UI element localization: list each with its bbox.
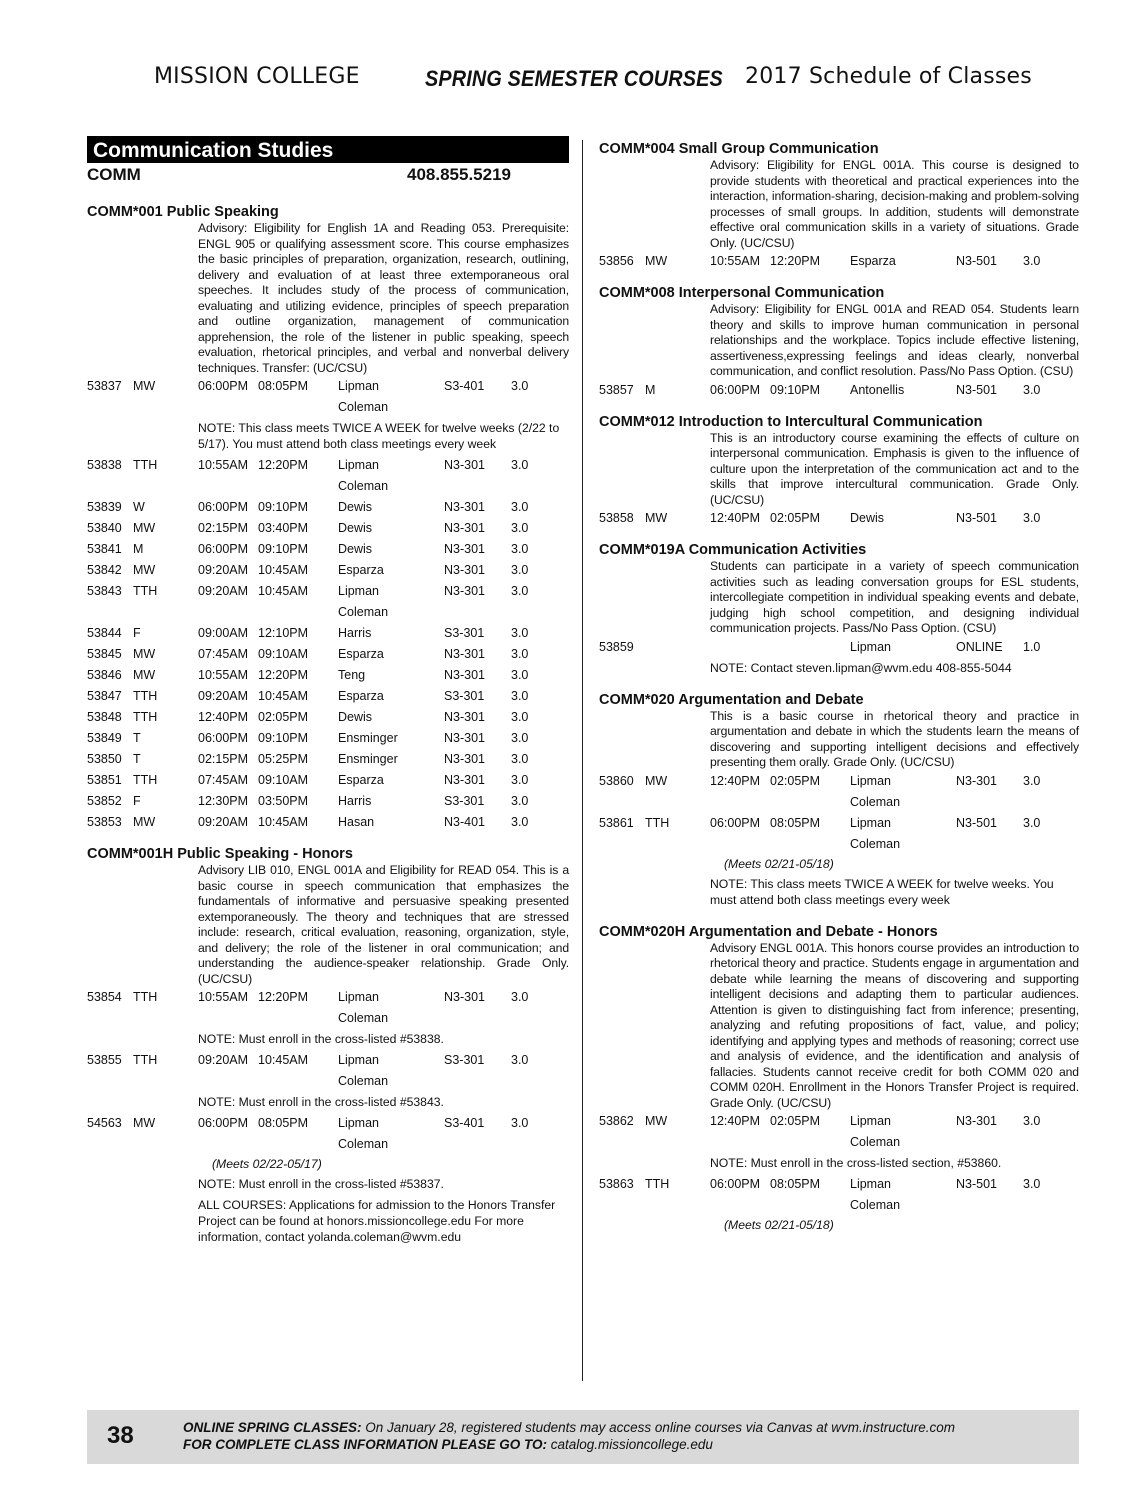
course-description: This is an introductory course examining the effects of culture on interpersonal communication. Emphasis is given to the influence of culture upon the interpretation of the communication act and to the skills that improve intercultural communication. Grade Only. (UC/CSU) — [710, 430, 1079, 507]
section-row — [599, 508, 1079, 529]
section-days: MW — [133, 815, 156, 829]
section-row — [87, 728, 569, 749]
footer-online-line — [183, 1420, 955, 1435]
meeting-dates: (Meets 02/21-05/18) — [724, 856, 834, 871]
section-instructor: Lipman — [850, 1114, 891, 1128]
section-start-time: 12:30PM — [198, 794, 249, 808]
section-units: 3.0 — [511, 500, 529, 514]
section-instructor: Dewis — [850, 511, 885, 525]
course-block — [87, 203, 569, 833]
course-title: COMM*020H Argumentation and Debate - Honors — [599, 923, 938, 940]
section-note: NOTE: This class meets TWICE A WEEK for twelve weeks (2/22 to 5/17). You must attend both class meetings every week — [198, 421, 560, 451]
section-crn: 53854 — [87, 990, 122, 1004]
section-crn: 53852 — [87, 794, 122, 808]
course-block — [599, 923, 1079, 1236]
section-crn: 53863 — [599, 1177, 634, 1191]
college-name: MISSION COLLEGE — [154, 64, 360, 89]
section-units: 3.0 — [511, 815, 529, 829]
section-instructor: Esparza — [338, 647, 384, 661]
course-description: Advisory ENGL 001A. This honors course provides an introduction to rhetorical theory and practice. Students engage in argumentation and debate while learning the means of discovering and supporting intelligent decisions and adapting them to particular audiences. Attention is given to distinguishing fact from inference; presenting, analyzing and refuting propositions of fact, value, and policy; identifying and applying types and methods of reasoning; correct use and analysis of evidence, and the identification and analysis of fallacies. Students cannot receive credit for both COMM 020 and COMM 020H. Enrollment in the Honors Transfer Project is required. Grade Only. (UC/CSU) — [710, 940, 1079, 1110]
section-room: N3-501 — [956, 511, 997, 525]
section-instructor: Hasan — [338, 815, 375, 829]
section-end-time: 12:20PM — [258, 668, 309, 682]
section-days: TTH — [645, 815, 670, 830]
section-instructor: Harris — [338, 626, 372, 640]
section-start-time: 09:20AM — [198, 1053, 249, 1067]
section-crn: 53857 — [599, 382, 634, 397]
schedule-title: 2017 Schedule of Classes — [745, 64, 1032, 89]
section-row — [87, 560, 569, 581]
section-end-time: 08:05PM — [770, 815, 821, 830]
section-instructor-2: Coleman — [338, 1011, 389, 1025]
section-end-time: 02:05PM — [770, 773, 821, 788]
course-block — [599, 541, 1079, 679]
section-instructor: Esparza — [338, 563, 384, 577]
section-units: 3.0 — [511, 1053, 529, 1067]
section-units: 3.0 — [511, 1116, 529, 1130]
department-phone: 408.855.5219 — [407, 165, 511, 184]
section-start-time: 02:15PM — [198, 521, 249, 535]
section-room: N3-501 — [956, 1177, 997, 1191]
section-start-time: 09:00AM — [198, 626, 249, 640]
section-days: MW — [645, 511, 668, 525]
section-row — [599, 1174, 1079, 1216]
section-units: 3.0 — [511, 626, 529, 640]
section-instructor: Dewis — [338, 710, 373, 724]
section-start-time: 06:00PM — [710, 382, 761, 397]
section-start-time: 06:00PM — [198, 1116, 249, 1130]
section-start-time: 09:20AM — [198, 584, 249, 598]
course-title: COMM*001 Public Speaking — [87, 204, 279, 220]
course-title: COMM*020 Argumentation and Debate — [599, 691, 864, 708]
section-room: N3-301 — [444, 542, 485, 556]
section-room: ONLINE — [956, 639, 1003, 654]
section-row — [87, 791, 569, 812]
section-start-time: 09:20AM — [198, 689, 249, 703]
section-start-time: 07:45AM — [198, 647, 249, 661]
section-title: SPRING SEMESTER COURSES — [425, 66, 723, 91]
section-start-time: 12:40PM — [710, 1114, 761, 1128]
section-units: 3.0 — [511, 563, 529, 577]
section-crn: 53841 — [87, 542, 122, 556]
section-instructor-2: Coleman — [338, 1137, 389, 1151]
section-row — [87, 1050, 569, 1092]
course-title: COMM*004 Small Group Communication — [599, 141, 879, 157]
section-days: TTH — [133, 710, 158, 724]
section-crn: 53853 — [87, 815, 122, 829]
section-end-time: 09:10AM — [258, 647, 309, 661]
section-days: MW — [133, 1116, 156, 1130]
section-instructor-2: Coleman — [850, 836, 901, 851]
section-end-time: 09:10PM — [770, 382, 821, 397]
footer-info-link[interactable]: catalog.missioncollege.edu — [547, 1437, 713, 1452]
course-block — [599, 140, 1079, 272]
section-instructor-2: Coleman — [338, 400, 389, 414]
section-units: 3.0 — [1023, 815, 1041, 830]
section-end-time: 03:50PM — [258, 794, 309, 808]
section-note: NOTE: Must enroll in the cross-listed #53838. — [198, 1032, 444, 1046]
section-crn: 53845 — [87, 647, 122, 661]
section-crn: 53843 — [87, 584, 122, 598]
section-instructor: Ensminger — [338, 752, 398, 766]
course-description: Advisory LIB 010, ENGL 001A and Eligibility for READ 054. This is a basic course in speech communication that emphasizes the fundamentals of informative and persuasive speaking presented extemporaneously. The theory and techniques that are stressed include: research, critical evaluation, reasoning, organization, style, and delivery; the role of the listener in oral communication; and understanding the audience-speaker relationship. Grade Only. (UC/CSU) — [198, 863, 569, 986]
section-instructor: Lipman — [338, 1053, 379, 1067]
section-units: 3.0 — [511, 647, 529, 661]
section-instructor-2: Coleman — [850, 1198, 901, 1212]
section-days: T — [133, 731, 141, 745]
section-crn: 53855 — [87, 1053, 122, 1067]
right-course-list — [599, 140, 1079, 1235]
section-crn: 53842 — [87, 563, 122, 577]
page-footer — [87, 1410, 1079, 1464]
section-room: N3-301 — [444, 500, 485, 514]
section-instructor-2: Coleman — [338, 1074, 389, 1088]
course-title: COMM*012 Introduction to Intercultural Communication — [599, 413, 983, 430]
section-start-time: 10:55AM — [198, 990, 249, 1004]
section-room: N3-301 — [444, 521, 485, 535]
section-units: 3.0 — [511, 521, 529, 535]
section-instructor: Lipman — [338, 584, 379, 598]
section-start-time: 06:00PM — [198, 379, 249, 393]
section-end-time: 09:10PM — [258, 731, 309, 745]
section-days: MW — [133, 668, 156, 682]
section-days: F — [133, 626, 141, 640]
section-start-time: 10:55AM — [710, 254, 761, 268]
section-days: TTH — [645, 1177, 670, 1191]
meeting-dates: (Meets 02/22-05/17) — [212, 1157, 322, 1171]
section-days: MW — [645, 254, 668, 268]
department-code: COMM — [87, 165, 141, 184]
section-room: S3-401 — [444, 1116, 485, 1130]
section-start-time: 10:55AM — [198, 668, 249, 682]
section-row — [87, 581, 569, 623]
section-crn: 53848 — [87, 710, 122, 724]
section-instructor: Lipman — [338, 379, 379, 393]
section-crn: 53838 — [87, 458, 122, 472]
section-row — [87, 1113, 569, 1155]
section-start-time: 12:40PM — [198, 710, 249, 724]
section-end-time: 09:10PM — [258, 500, 309, 514]
section-room: S3-301 — [444, 1053, 485, 1067]
course-block — [599, 691, 1079, 911]
section-end-time: 08:05PM — [258, 379, 309, 393]
section-crn: 53840 — [87, 521, 122, 535]
right-column — [599, 136, 1079, 1235]
section-instructor: Lipman — [850, 815, 891, 830]
section-days: TTH — [133, 458, 158, 472]
section-room: S3-301 — [444, 626, 485, 640]
section-instructor: Harris — [338, 794, 372, 808]
section-row — [87, 518, 569, 539]
section-days: F — [133, 794, 141, 808]
section-instructor: Dewis — [338, 542, 373, 556]
section-instructor: Lipman — [850, 639, 891, 654]
course-title: COMM*008 Interpersonal Communication — [599, 285, 885, 301]
course-block — [87, 845, 569, 1248]
section-row — [87, 665, 569, 686]
department-title: Communication Studies — [87, 136, 569, 163]
section-instructor: Teng — [338, 668, 366, 682]
section-row — [87, 539, 569, 560]
section-days: MW — [133, 521, 156, 535]
left-column — [87, 136, 569, 1248]
section-room: N3-301 — [444, 752, 485, 766]
section-room: N3-301 — [444, 563, 485, 577]
section-end-time: 09:10PM — [258, 542, 309, 556]
footer-info-label: FOR COMPLETE CLASS INFORMATION PLEASE GO TO: — [183, 1437, 548, 1452]
section-crn: 53856 — [599, 254, 634, 268]
section-room: N3-301 — [444, 584, 485, 598]
section-units: 3.0 — [511, 458, 529, 472]
section-row — [599, 251, 1079, 272]
section-end-time: 10:45AM — [258, 563, 309, 577]
section-start-time: 06:00PM — [198, 542, 249, 556]
section-start-time: 07:45AM — [198, 773, 249, 787]
section-row — [599, 1111, 1079, 1153]
section-row — [599, 637, 1079, 658]
section-days: W — [133, 500, 145, 514]
course-description: Advisory: Eligibility for ENGL 001A. This course is designed to provide students with theoretical and practical experiences into the interaction, information-sharing, decision-making and problem-solving processes of small groups. In addition, students will demonstrate effective oral communication skills in a variety of situations. Grade Only. (UC/CSU) — [710, 158, 1079, 250]
section-days: MW — [133, 647, 156, 661]
section-note: NOTE: Must enroll in the cross-listed #53837. — [198, 1177, 444, 1191]
section-crn: 53837 — [87, 379, 122, 393]
section-row — [599, 771, 1079, 813]
section-end-time: 12:20PM — [770, 254, 821, 268]
section-room: N3-501 — [956, 254, 997, 268]
section-days: TTH — [133, 990, 158, 1004]
section-row — [87, 749, 569, 770]
section-end-time: 02:05PM — [258, 710, 309, 724]
section-row — [599, 813, 1079, 855]
footer-online-text: On January 28, registered students may access online courses via Canvas at wvm.instructure.com — [361, 1420, 956, 1435]
column-divider — [582, 140, 583, 1381]
section-units: 3.0 — [511, 990, 529, 1004]
course-title: COMM*001H Public Speaking - Honors — [87, 846, 353, 862]
section-row — [87, 376, 569, 418]
section-units: 3.0 — [511, 794, 529, 808]
section-instructor-2: Coleman — [338, 479, 389, 493]
section-days: T — [133, 752, 141, 766]
section-instructor: Lipman — [338, 990, 379, 1004]
section-room: N3-301 — [956, 1114, 997, 1128]
section-units: 1.0 — [1023, 639, 1041, 654]
section-room: N3-301 — [444, 731, 485, 745]
section-crn: 53844 — [87, 626, 122, 640]
section-crn: 53859 — [599, 639, 634, 654]
section-units: 3.0 — [511, 584, 529, 598]
section-start-time: 06:00PM — [198, 731, 249, 745]
section-note: NOTE: Must enroll in the cross-listed #53843. — [198, 1095, 444, 1109]
section-units: 3.0 — [511, 689, 529, 703]
section-instructor: Lipman — [338, 1116, 379, 1130]
section-days: TTH — [133, 773, 158, 787]
meeting-dates: (Meets 02/21-05/18) — [724, 1218, 834, 1232]
section-end-time: 08:05PM — [770, 1177, 821, 1191]
footer-online-label: ONLINE SPRING CLASSES: — [183, 1420, 362, 1435]
section-start-time: 09:20AM — [198, 815, 249, 829]
section-instructor-2: Coleman — [850, 794, 901, 809]
section-crn: 53858 — [599, 511, 634, 525]
section-crn: 53850 — [87, 752, 122, 766]
section-room: N3-301 — [444, 668, 485, 682]
section-days: MW — [133, 379, 156, 393]
section-days: MW — [133, 563, 156, 577]
section-instructor: Esparza — [338, 689, 384, 703]
section-start-time: 12:40PM — [710, 773, 761, 788]
section-end-time: 05:25PM — [258, 752, 309, 766]
section-instructor: Ensminger — [338, 731, 398, 745]
section-instructor: Dewis — [338, 500, 373, 514]
section-units: 3.0 — [511, 773, 529, 787]
section-units: 3.0 — [1023, 254, 1041, 268]
section-note: NOTE: This class meets TWICE A WEEK for twelve weeks. You must attend both class meetings every week — [710, 876, 1054, 907]
section-instructor: Antonellis — [850, 382, 905, 397]
section-days: TTH — [133, 689, 158, 703]
section-instructor-2: Coleman — [338, 605, 389, 619]
section-crn: 53846 — [87, 668, 122, 682]
section-row — [599, 380, 1079, 401]
section-crn: 53861 — [599, 815, 634, 830]
section-start-time: 09:20AM — [198, 563, 249, 577]
course-description: Students can participate in a variety of speech communication activities such as leading conversation groups for ESL students, intercollegiate competition in individual speaking events and debate, judging high school competition, and designing individual communication projects. Pass/No Pass Option. (CSU) — [710, 559, 1079, 635]
section-room: N3-301 — [444, 773, 485, 787]
section-end-time: 10:45AM — [258, 815, 309, 829]
section-instructor: Dewis — [338, 521, 373, 535]
section-start-time: 06:00PM — [198, 500, 249, 514]
course-block — [599, 284, 1079, 401]
section-row — [87, 623, 569, 644]
section-instructor: Esparza — [850, 254, 896, 268]
section-days: MW — [645, 1114, 668, 1128]
section-days: M — [133, 542, 144, 556]
section-crn: 53862 — [599, 1114, 634, 1128]
section-room: N3-301 — [444, 647, 485, 661]
section-units: 3.0 — [1023, 773, 1041, 788]
section-note: ALL COURSES: Applications for admission to the Honors Transfer Project can be found at honors.missioncollege.edu For more information, contact yolanda.coleman@wvm.edu — [198, 1198, 556, 1244]
section-units: 3.0 — [511, 710, 529, 724]
footer-info-line — [183, 1437, 713, 1452]
section-row — [87, 455, 569, 497]
section-start-time: 02:15PM — [198, 752, 249, 766]
section-start-time: 06:00PM — [710, 1177, 761, 1191]
page-number: 38 — [107, 1422, 134, 1449]
section-end-time: 10:45AM — [258, 1053, 309, 1067]
section-room: S3-301 — [444, 794, 485, 808]
section-end-time: 12:20PM — [258, 990, 309, 1004]
section-room: N3-401 — [444, 815, 485, 829]
section-units: 3.0 — [511, 752, 529, 766]
section-crn: 53851 — [87, 773, 122, 787]
section-days: TTH — [133, 1053, 158, 1067]
section-row — [87, 812, 569, 833]
section-units: 3.0 — [1023, 511, 1041, 525]
section-days: MW — [645, 773, 668, 788]
section-room: N3-301 — [444, 990, 485, 1004]
section-room: N3-301 — [956, 773, 997, 788]
section-row — [87, 987, 569, 1029]
section-note: NOTE: Must enroll in the cross-listed section, #53860. — [710, 1156, 1002, 1170]
section-end-time: 12:20PM — [258, 458, 309, 472]
course-title: COMM*019A Communication Activities — [599, 542, 867, 558]
section-days: M — [645, 382, 656, 397]
section-crn: 53849 — [87, 731, 122, 745]
section-units: 3.0 — [1023, 382, 1041, 397]
section-room: S3-401 — [444, 379, 485, 393]
section-days: TTH — [133, 584, 158, 598]
course-description: This is a basic course in rhetorical theory and practice in argumentation and debate in which the students learn the means of discovering and supporting intelligent decisions and effectively presenting them orally. Grade Only. (UC/CSU) — [710, 708, 1079, 769]
section-row — [87, 497, 569, 518]
section-row — [87, 707, 569, 728]
section-crn: 53860 — [599, 773, 634, 788]
section-end-time: 12:10PM — [258, 626, 309, 640]
section-end-time: 02:05PM — [770, 1114, 821, 1128]
left-course-list — [87, 203, 569, 1248]
section-room: N3-301 — [444, 710, 485, 724]
section-note: NOTE: Contact steven.lipman@wvm.edu 408-855-5044 — [710, 660, 1012, 675]
section-end-time: 03:40PM — [258, 521, 309, 535]
section-start-time: 10:55AM — [198, 458, 249, 472]
section-units: 3.0 — [1023, 1114, 1041, 1128]
course-block — [599, 413, 1079, 530]
section-room: N3-501 — [956, 382, 997, 397]
section-crn: 53839 — [87, 500, 122, 514]
section-room: N3-501 — [956, 815, 997, 830]
section-row — [87, 644, 569, 665]
section-instructor: Lipman — [850, 1177, 891, 1191]
section-room: N3-301 — [444, 458, 485, 472]
section-instructor: Esparza — [338, 773, 384, 787]
section-row — [87, 686, 569, 707]
section-start-time: 12:40PM — [710, 511, 761, 525]
course-description: Advisory: Eligibility for ENGL 001A and READ 054. Students learn theory and skills to improve human communication in personal relationships and the workplace. Topics include effective listening, assertiveness,expressing feelings and ideas clearly, nonverbal communication, and conflict resolution. Pass/No Pass Option. (CSU) — [710, 302, 1079, 378]
section-units: 3.0 — [511, 731, 529, 745]
section-room: S3-301 — [444, 689, 485, 703]
section-end-time: 08:05PM — [258, 1116, 309, 1130]
section-end-time: 02:05PM — [770, 511, 821, 525]
section-instructor-2: Coleman — [850, 1135, 901, 1149]
section-end-time: 10:45AM — [258, 689, 309, 703]
department-line — [87, 163, 569, 191]
section-end-time: 10:45AM — [258, 584, 309, 598]
section-end-time: 09:10AM — [258, 773, 309, 787]
section-row — [87, 770, 569, 791]
section-crn: 54563 — [87, 1116, 122, 1130]
section-units: 3.0 — [511, 379, 529, 393]
section-instructor: Lipman — [338, 458, 379, 472]
course-description: Advisory: Eligibility for English 1A and Reading 053. Prerequisite: ENGL 905 or qualifying assessment score. This course emphasizes the basic principles of preparation, organization, research, outlining, delivery and evaluation of at least three extemporaneous oral speeches. It includes study of the process of communication, evaluating and utilizing evidence, principles of speech preparation and outline organization, management of communication apprehension, the role of the listener in public speaking, speech evaluation, rhetorical principles, and verbal and nonverbal delivery techniques. Transfer: (UC/CSU) — [198, 221, 569, 375]
section-instructor: Lipman — [850, 773, 891, 788]
section-start-time: 06:00PM — [710, 815, 761, 830]
section-units: 3.0 — [1023, 1177, 1041, 1191]
section-units: 3.0 — [511, 542, 529, 556]
section-units: 3.0 — [511, 668, 529, 682]
section-crn: 53847 — [87, 689, 122, 703]
